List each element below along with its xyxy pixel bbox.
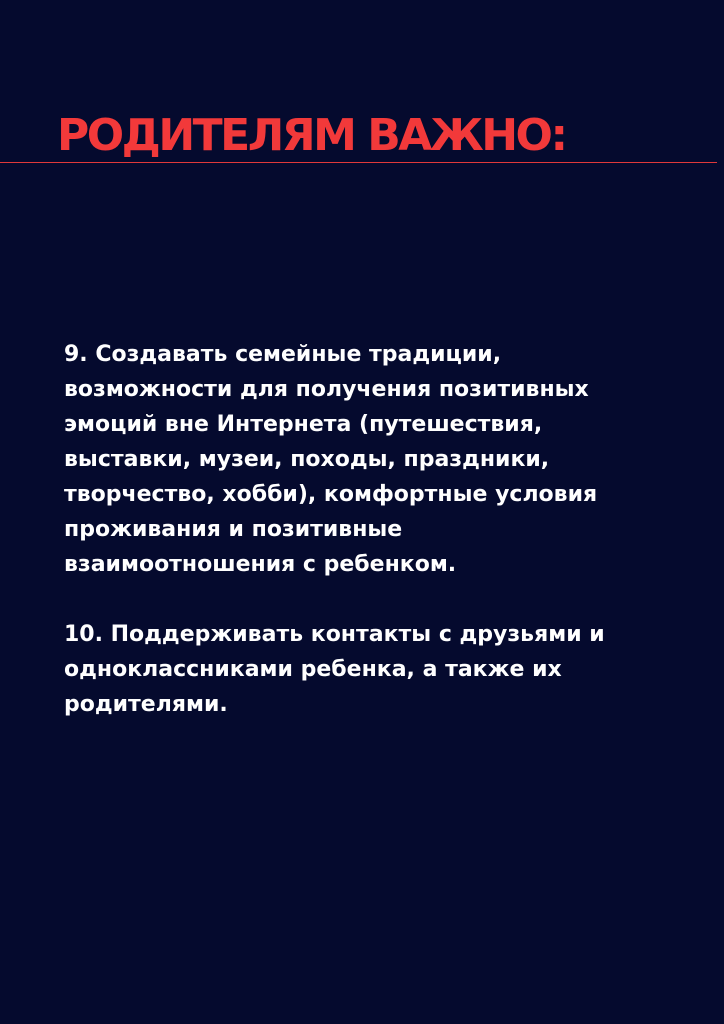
advice-line: одноклассниками ребенка, а также их	[64, 657, 562, 682]
advice-line: выставки, музеи, походы, праздники,	[64, 447, 550, 472]
advice-line: эмоций вне Интернета (путешествия,	[64, 412, 543, 437]
advice-line: 9. Создавать семейные традиции,	[64, 342, 502, 367]
heading-divider	[0, 162, 717, 163]
advice-content	[64, 337, 664, 722]
paragraph-spacer	[64, 582, 664, 617]
advice-item-9	[64, 337, 664, 582]
advice-line: проживания и позитивные	[64, 517, 403, 542]
advice-line: творчество, хобби), комфортные условия	[64, 482, 598, 507]
advice-item-10	[64, 617, 664, 722]
advice-line: 10. Поддерживать контакты с друзьями и	[64, 622, 605, 647]
page-heading: РОДИТЕЛЯМ ВАЖНО:	[57, 110, 566, 161]
advice-line: родителями.	[64, 692, 228, 717]
advice-line: возможности для получения позитивных	[64, 377, 589, 402]
advice-line: взаимоотношения с ребенком.	[64, 552, 457, 577]
